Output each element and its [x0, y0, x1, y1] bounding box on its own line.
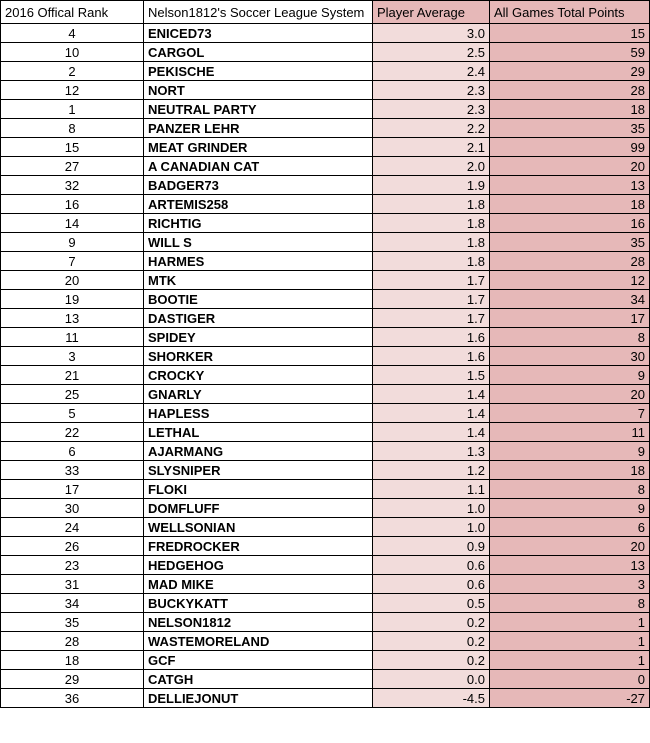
- table-row: [1, 347, 650, 366]
- rank-cell[interactable]: 34: [1, 594, 144, 613]
- player-name-cell[interactable]: CARGOL: [144, 43, 373, 62]
- player-name-cell[interactable]: DELLIEJONUT: [144, 689, 373, 708]
- player-average-cell[interactable]: 1.8: [373, 233, 490, 252]
- rank-cell[interactable]: 18: [1, 651, 144, 670]
- total-points-cell[interactable]: 20: [490, 537, 650, 556]
- player-name-cell[interactable]: PANZER LEHR: [144, 119, 373, 138]
- player-name-cell[interactable]: A CANADIAN CAT: [144, 157, 373, 176]
- player-name-cell[interactable]: LETHAL: [144, 423, 373, 442]
- rank-cell[interactable]: 12: [1, 81, 144, 100]
- total-points-cell[interactable]: 8: [490, 328, 650, 347]
- table-row: [1, 461, 650, 480]
- player-name-cell[interactable]: DOMFLUFF: [144, 499, 373, 518]
- rank-cell[interactable]: 33: [1, 461, 144, 480]
- player-average-cell[interactable]: 1.9: [373, 176, 490, 195]
- table-row: [1, 100, 650, 119]
- player-name-cell[interactable]: WELLSONIAN: [144, 518, 373, 537]
- player-name-cell[interactable]: DASTIGER: [144, 309, 373, 328]
- rank-cell[interactable]: 19: [1, 290, 144, 309]
- player-average-cell[interactable]: 2.5: [373, 43, 490, 62]
- player-average-cell[interactable]: 1.6: [373, 328, 490, 347]
- table-row: [1, 366, 650, 385]
- player-average-cell[interactable]: 0.2: [373, 632, 490, 651]
- total-points-cell[interactable]: 1: [490, 632, 650, 651]
- player-name-cell[interactable]: HEDGEHOG: [144, 556, 373, 575]
- rank-cell[interactable]: 22: [1, 423, 144, 442]
- player-average-cell[interactable]: 2.4: [373, 62, 490, 81]
- rank-cell[interactable]: 36: [1, 689, 144, 708]
- player-name-cell[interactable]: SLYSNIPER: [144, 461, 373, 480]
- player-name-cell[interactable]: WILL S: [144, 233, 373, 252]
- table-row: [1, 138, 650, 157]
- total-points-cell[interactable]: 8: [490, 594, 650, 613]
- table-row: [1, 290, 650, 309]
- player-average-cell[interactable]: 3.0: [373, 24, 490, 43]
- total-points-cell[interactable]: 20: [490, 157, 650, 176]
- player-average-cell[interactable]: 1.4: [373, 385, 490, 404]
- header-row: [1, 1, 650, 24]
- player-name-cell[interactable]: RICHTIG: [144, 214, 373, 233]
- rank-cell[interactable]: 3: [1, 347, 144, 366]
- table-row: [1, 328, 650, 347]
- player-name-cell[interactable]: FLOKI: [144, 480, 373, 499]
- player-name-cell[interactable]: PEKISCHE: [144, 62, 373, 81]
- total-points-cell[interactable]: 3: [490, 575, 650, 594]
- player-average-cell[interactable]: 1.8: [373, 195, 490, 214]
- table-row: [1, 252, 650, 271]
- player-name-cell[interactable]: SPIDEY: [144, 328, 373, 347]
- table-row: [1, 575, 650, 594]
- player-name-cell[interactable]: BADGER73: [144, 176, 373, 195]
- player-average-cell[interactable]: 2.1: [373, 138, 490, 157]
- player-average-cell[interactable]: 2.2: [373, 119, 490, 138]
- player-average-cell[interactable]: 1.7: [373, 309, 490, 328]
- total-points-cell[interactable]: 1: [490, 613, 650, 632]
- total-points-cell[interactable]: 59: [490, 43, 650, 62]
- rank-cell[interactable]: 8: [1, 119, 144, 138]
- rank-cell[interactable]: 32: [1, 176, 144, 195]
- table-row: [1, 518, 650, 537]
- total-points-cell[interactable]: 35: [490, 119, 650, 138]
- player-name-cell[interactable]: MAD MIKE: [144, 575, 373, 594]
- rank-cell[interactable]: 15: [1, 138, 144, 157]
- player-name-cell[interactable]: BOOTIE: [144, 290, 373, 309]
- player-name-cell[interactable]: GNARLY: [144, 385, 373, 404]
- player-name-cell[interactable]: WASTEMORELAND: [144, 632, 373, 651]
- player-name-cell[interactable]: AJARMANG: [144, 442, 373, 461]
- player-name-cell[interactable]: NORT: [144, 81, 373, 100]
- rank-cell[interactable]: 28: [1, 632, 144, 651]
- player-average-cell[interactable]: 0.9: [373, 537, 490, 556]
- player-name-cell[interactable]: MTK: [144, 271, 373, 290]
- rank-cell[interactable]: 24: [1, 518, 144, 537]
- table-row: [1, 176, 650, 195]
- rank-cell[interactable]: 10: [1, 43, 144, 62]
- table-row: [1, 423, 650, 442]
- table-row: [1, 214, 650, 233]
- player-average-cell[interactable]: 0.2: [373, 651, 490, 670]
- table-row: [1, 404, 650, 423]
- total-points-cell[interactable]: 15: [490, 24, 650, 43]
- player-name-cell[interactable]: FREDROCKER: [144, 537, 373, 556]
- total-points-cell[interactable]: 9: [490, 499, 650, 518]
- table-row: [1, 651, 650, 670]
- player-name-cell[interactable]: ENICED73: [144, 24, 373, 43]
- player-average-cell[interactable]: 1.3: [373, 442, 490, 461]
- player-name-cell[interactable]: CROCKY: [144, 366, 373, 385]
- rank-cell[interactable]: 17: [1, 480, 144, 499]
- header-total-points[interactable]: All Games Total Points: [490, 1, 650, 24]
- table-row: [1, 119, 650, 138]
- total-points-cell[interactable]: 7: [490, 404, 650, 423]
- player-average-cell[interactable]: 0.6: [373, 556, 490, 575]
- rank-cell[interactable]: 4: [1, 24, 144, 43]
- table-row: [1, 499, 650, 518]
- total-points-cell[interactable]: 34: [490, 290, 650, 309]
- table-row: [1, 670, 650, 689]
- rank-cell[interactable]: 27: [1, 157, 144, 176]
- rank-cell[interactable]: 20: [1, 271, 144, 290]
- rank-cell[interactable]: 5: [1, 404, 144, 423]
- player-name-cell[interactable]: NELSON1812: [144, 613, 373, 632]
- total-points-cell[interactable]: 29: [490, 62, 650, 81]
- player-name-cell[interactable]: HARMES: [144, 252, 373, 271]
- total-points-cell[interactable]: 11: [490, 423, 650, 442]
- table-row: [1, 385, 650, 404]
- player-average-cell[interactable]: 1.4: [373, 404, 490, 423]
- player-average-cell[interactable]: 0.2: [373, 613, 490, 632]
- total-points-cell[interactable]: 9: [490, 442, 650, 461]
- player-average-cell[interactable]: 1.6: [373, 347, 490, 366]
- rank-cell[interactable]: 29: [1, 670, 144, 689]
- rank-cell[interactable]: 16: [1, 195, 144, 214]
- table-row: [1, 271, 650, 290]
- total-points-cell[interactable]: 30: [490, 347, 650, 366]
- player-average-cell[interactable]: 0.6: [373, 575, 490, 594]
- player-average-cell[interactable]: 1.7: [373, 271, 490, 290]
- total-points-cell[interactable]: 13: [490, 556, 650, 575]
- rank-cell[interactable]: 26: [1, 537, 144, 556]
- player-name-cell[interactable]: GCF: [144, 651, 373, 670]
- total-points-cell[interactable]: 18: [490, 461, 650, 480]
- player-average-cell[interactable]: 2.0: [373, 157, 490, 176]
- total-points-cell[interactable]: 8: [490, 480, 650, 499]
- header-player-average[interactable]: Player Average: [373, 1, 490, 24]
- total-points-cell[interactable]: 6: [490, 518, 650, 537]
- player-average-cell[interactable]: 1.4: [373, 423, 490, 442]
- total-points-cell[interactable]: 18: [490, 100, 650, 119]
- player-name-cell[interactable]: ARTEMIS258: [144, 195, 373, 214]
- table-row: [1, 24, 650, 43]
- rank-cell[interactable]: 7: [1, 252, 144, 271]
- header-rank[interactable]: 2016 Offical Rank: [1, 1, 144, 24]
- total-points-cell[interactable]: 9: [490, 366, 650, 385]
- player-average-cell[interactable]: 1.0: [373, 518, 490, 537]
- rank-cell[interactable]: 21: [1, 366, 144, 385]
- total-points-cell[interactable]: 20: [490, 385, 650, 404]
- rank-cell[interactable]: 14: [1, 214, 144, 233]
- player-average-cell[interactable]: 0.5: [373, 594, 490, 613]
- player-average-cell[interactable]: 1.0: [373, 499, 490, 518]
- table-row: [1, 537, 650, 556]
- table-row: [1, 233, 650, 252]
- player-average-cell[interactable]: 2.3: [373, 81, 490, 100]
- total-points-cell[interactable]: 13: [490, 176, 650, 195]
- rank-cell[interactable]: 13: [1, 309, 144, 328]
- total-points-cell[interactable]: 12: [490, 271, 650, 290]
- table-row: [1, 43, 650, 62]
- table-row: [1, 556, 650, 575]
- total-points-cell[interactable]: 28: [490, 81, 650, 100]
- total-points-cell[interactable]: -27: [490, 689, 650, 708]
- total-points-cell[interactable]: 28: [490, 252, 650, 271]
- header-system[interactable]: Nelson1812's Soccer League System: [144, 1, 373, 24]
- rank-cell[interactable]: 25: [1, 385, 144, 404]
- player-average-cell[interactable]: 1.7: [373, 290, 490, 309]
- table-row: [1, 309, 650, 328]
- table-row: [1, 157, 650, 176]
- rank-cell[interactable]: 2: [1, 62, 144, 81]
- total-points-cell[interactable]: 17: [490, 309, 650, 328]
- player-average-cell[interactable]: 0.0: [373, 670, 490, 689]
- player-average-cell[interactable]: 1.5: [373, 366, 490, 385]
- rank-cell[interactable]: 11: [1, 328, 144, 347]
- table-body: [1, 24, 650, 708]
- player-name-cell[interactable]: SHORKER: [144, 347, 373, 366]
- rank-cell[interactable]: 31: [1, 575, 144, 594]
- player-average-cell[interactable]: 1.1: [373, 480, 490, 499]
- player-name-cell[interactable]: BUCKYKATT: [144, 594, 373, 613]
- total-points-cell[interactable]: 1: [490, 651, 650, 670]
- player-average-cell[interactable]: 1.8: [373, 214, 490, 233]
- table-row: [1, 632, 650, 651]
- table-row: [1, 62, 650, 81]
- player-average-cell[interactable]: -4.5: [373, 689, 490, 708]
- table-row: [1, 81, 650, 100]
- rank-cell[interactable]: 1: [1, 100, 144, 119]
- player-average-cell[interactable]: 1.2: [373, 461, 490, 480]
- rank-cell[interactable]: 9: [1, 233, 144, 252]
- total-points-cell[interactable]: 18: [490, 195, 650, 214]
- table-row: [1, 480, 650, 499]
- total-points-cell[interactable]: 0: [490, 670, 650, 689]
- total-points-cell[interactable]: 16: [490, 214, 650, 233]
- player-name-cell[interactable]: HAPLESS: [144, 404, 373, 423]
- table-row: [1, 689, 650, 708]
- rank-cell[interactable]: 6: [1, 442, 144, 461]
- rank-cell[interactable]: 23: [1, 556, 144, 575]
- player-average-cell[interactable]: 1.8: [373, 252, 490, 271]
- player-name-cell[interactable]: CATGH: [144, 670, 373, 689]
- total-points-cell[interactable]: 35: [490, 233, 650, 252]
- table-row: [1, 594, 650, 613]
- player-average-cell[interactable]: 2.3: [373, 100, 490, 119]
- player-name-cell[interactable]: MEAT GRINDER: [144, 138, 373, 157]
- rank-cell[interactable]: 35: [1, 613, 144, 632]
- player-name-cell[interactable]: NEUTRAL PARTY: [144, 100, 373, 119]
- total-points-cell[interactable]: 99: [490, 138, 650, 157]
- table-row: [1, 442, 650, 461]
- table-row: [1, 195, 650, 214]
- table-row: [1, 613, 650, 632]
- rank-cell[interactable]: 30: [1, 499, 144, 518]
